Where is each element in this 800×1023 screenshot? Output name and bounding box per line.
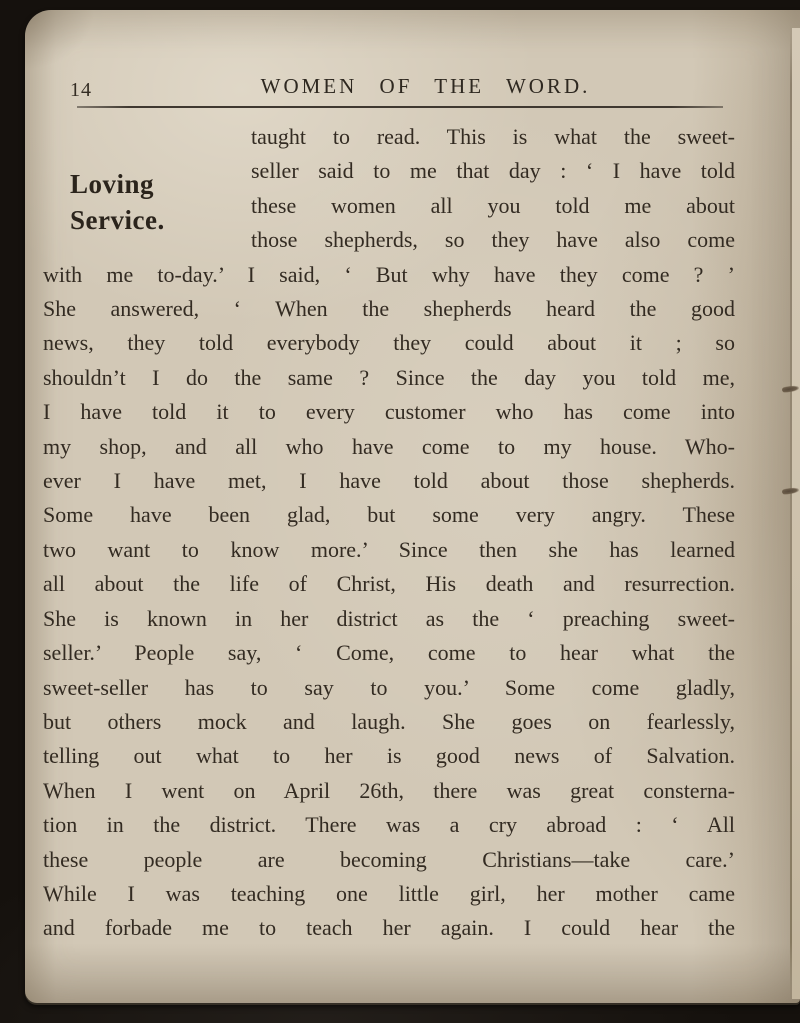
- text-line: all about the life of Christ, His death and resurrection.: [43, 571, 735, 597]
- text-line: with me to-day.’ I said, ‘ But why have they come ? ’: [43, 261, 735, 287]
- indented-paragraph-block: [251, 120, 735, 258]
- body-text: [43, 120, 735, 946]
- text-line: While I was teaching one little girl, her mother came: [43, 880, 735, 906]
- sidenote-line: Service.: [70, 205, 165, 235]
- text-line: telling out what to her is good news of Salvation.: [43, 743, 735, 769]
- page-number: 14: [70, 79, 92, 101]
- text-line: Some have been glad, but some very angry. These: [43, 502, 735, 528]
- page-corner-shade: [25, 10, 95, 70]
- text-line: She answered, ‘ When the shepherds heard the good: [43, 296, 735, 322]
- text-line: seller said to me that day : ‘ I have told: [251, 158, 735, 184]
- text-line: seller.’ People say, ‘ Come, come to hear what the: [43, 640, 735, 666]
- adjacent-page-edge: [792, 28, 800, 999]
- text-line: tion in the district. There was a cry abroad : ‘ All: [43, 812, 735, 838]
- text-line: two want to know more.’ Since then she has learned: [43, 536, 735, 562]
- text-line: my shop, and all who have come to my house. Who-: [43, 433, 735, 459]
- sidenote-line: Loving: [70, 169, 155, 199]
- running-title: WOMEN OF THE WORD.: [260, 74, 591, 98]
- text-line: these women all you told me about: [251, 192, 735, 218]
- book-page: [25, 10, 800, 1003]
- full-width-paragraph-block: [43, 258, 735, 946]
- text-line: news, they told everybody they could about it ; so: [43, 330, 735, 356]
- text-line: ever I have met, I have told about those shepherds.: [43, 468, 735, 494]
- text-line: but others mock and laugh. She goes on fearlessly,: [43, 708, 735, 734]
- text-line: and forbade me to teach her again. I could hear the: [43, 915, 735, 941]
- text-line: shouldn’t I do the same ? Since the day you told me,: [43, 364, 735, 390]
- text-line: I have told it to every customer who has come into: [43, 399, 735, 425]
- text-line: those shepherds, so they have also come: [251, 227, 735, 253]
- text-line: When I went on April 26th, there was great consterna-: [43, 777, 735, 803]
- text-line: She is known in her district as the ‘ preaching sweet-: [43, 605, 735, 631]
- header-rule: [77, 106, 723, 108]
- text-line: sweet-seller has to say to you.’ Some come gladly,: [43, 674, 735, 700]
- text-line: taught to read. This is what the sweet-: [251, 124, 735, 149]
- text-line: these people are becoming Christians—take care.’: [43, 846, 735, 872]
